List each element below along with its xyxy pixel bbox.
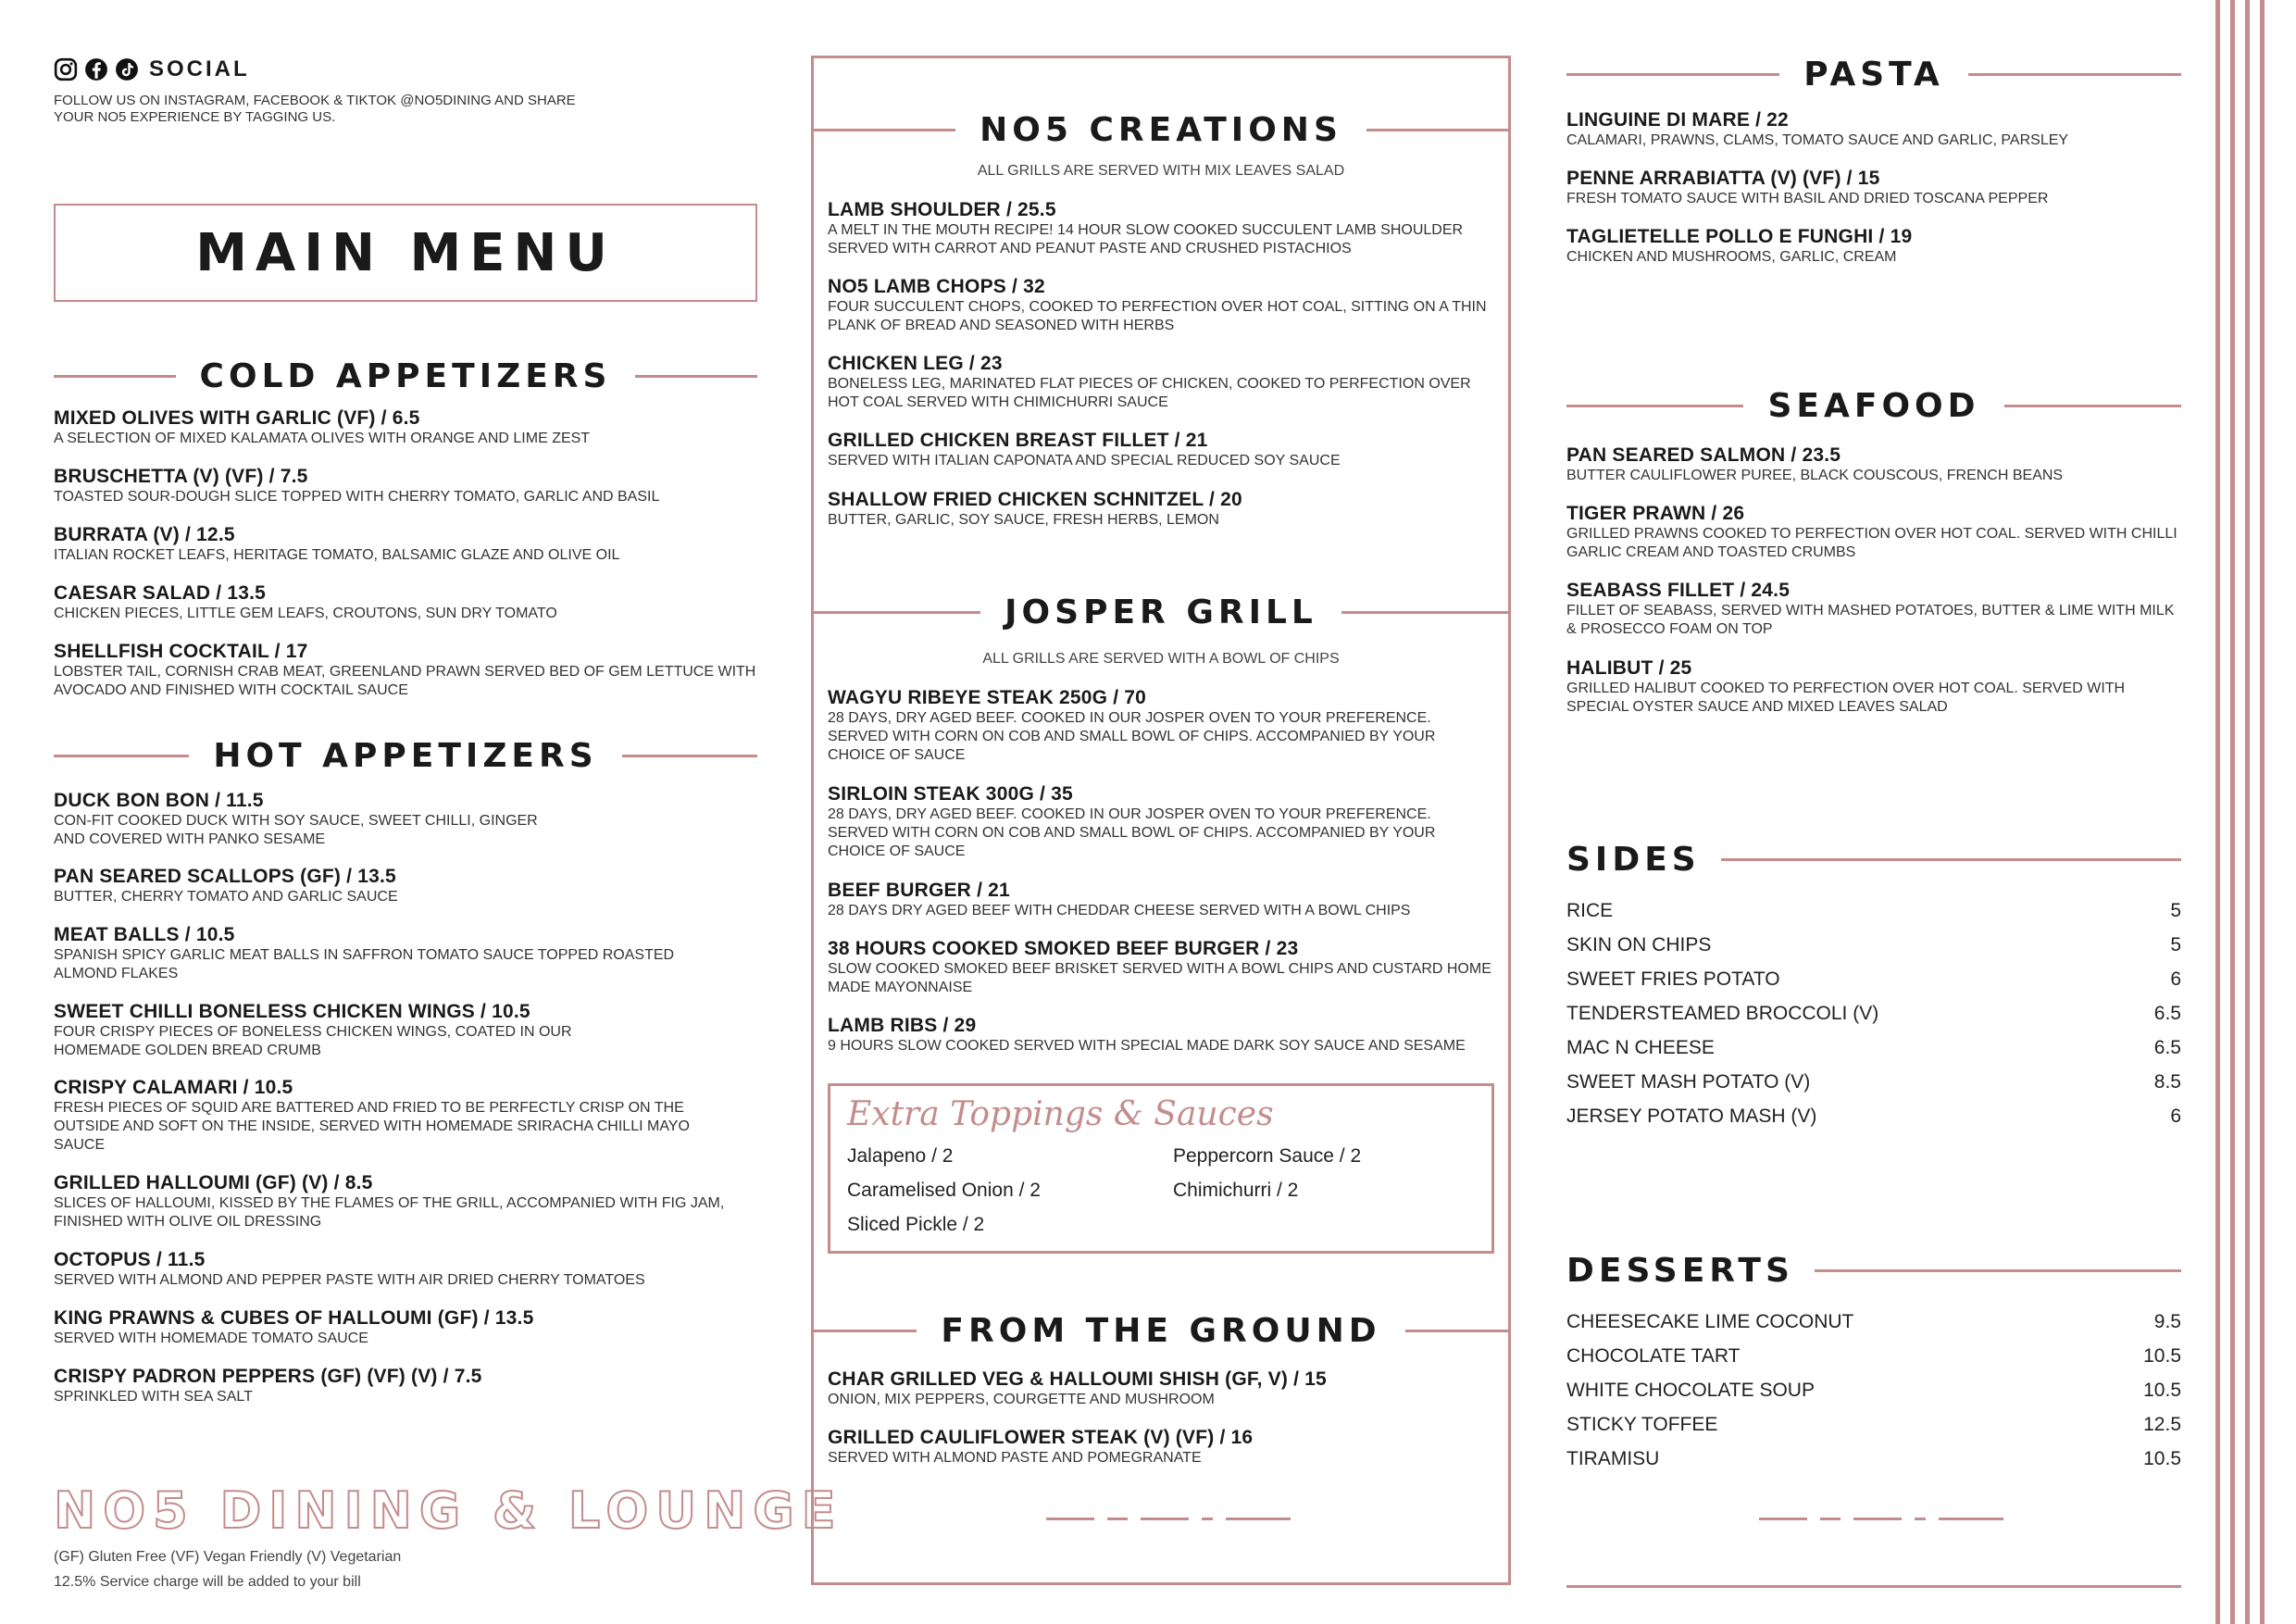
- section-title: DESSERTS: [1566, 1252, 1794, 1290]
- page-title: MAIN MENU: [195, 222, 616, 283]
- restaurant-logo: NO5 DINING & LOUNGE: [54, 1481, 843, 1540]
- desserts-header: [1566, 1252, 2181, 1290]
- menu-item: NO5 LAMB CHOPS / 32 FOUR SUCCULENT CHOPS, COOKED TO PERFECTION OVER HOT COAL, SITTING ON A THIN PLANK OF BREAD AND SEASONED WITH HERBS: [828, 276, 1487, 333]
- list-item: JERSEY POTATO MASH (V) 6: [1566, 1105, 2181, 1127]
- menu-item: PAN SEARED SCALLOPS (GF) / 13.5 BUTTER, CHERRY TOMATO AND GARLIC SAUCE: [54, 866, 398, 905]
- menu-item: CAESAR SALAD / 13.5 CHICKEN PIECES, LITTLE GEM LEAFS, CROUTONS, SUN DRY TOMATO: [54, 582, 557, 621]
- extra-toppings-title: Extra Toppings & Sauces: [847, 1095, 1274, 1133]
- menu-item: LINGUINE DI MARE / 22 CALAMARI, PRAWNS, CLAMS, TOMATO SAUCE AND GARLIC, PARSLEY: [1566, 109, 2069, 148]
- section-note: ALL GRILLS ARE SERVED WITH A BOWL OF CHIPS: [982, 651, 1340, 667]
- menu-item: BEEF BURGER / 21 28 DAYS DRY AGED BEEF WITH CHEDDAR CHEESE SERVED WITH A BOWL CHIPS: [828, 880, 1411, 918]
- decor-stripe: [2230, 0, 2235, 1624]
- extra-toppings-box: [828, 1083, 1494, 1254]
- menu-item: CHICKEN LEG / 23 BONELESS LEG, MARINATED FLAT PIECES OF CHICKEN, COOKED TO PERFECTION OVER HOT COAL SERVED WITH CHIMICHURRI SAUCE: [828, 353, 1471, 410]
- menu-item: SHALLOW FRIED CHICKEN SCHNITZEL / 20 BUTTER, GARLIC, SOY SAUCE, FRESH HERBS, LEMON: [828, 489, 1242, 528]
- menu-item: GRILLED CAULIFLOWER STEAK (V) (VF) / 16 SERVED WITH ALMOND PASTE AND POMEGRANATE: [828, 1427, 1254, 1466]
- menu-item: SEABASS FILLET / 24.5 FILLET OF SEABASS, SERVED WITH MASHED POTATOES, BUTTER & LIME WITH MILK & PROSECCO FOAM ON TOP: [1566, 580, 2175, 637]
- menu-item: HALIBUT / 25 GRILLED HALIBUT COOKED TO PERFECTION OVER HOT COAL. SERVED WITH SPECIAL OYSTER SAUCE AND MIXED LEAVES SALAD: [1566, 657, 2126, 715]
- menu-item: LAMB RIBS / 29 9 HOURS SLOW COOKED SERVED WITH SPECIAL MADE DARK SOY SAUCE AND SESAME: [828, 1015, 1466, 1054]
- menu-item: PAN SEARED SALMON / 23.5 BUTTER CAULIFLOWER PUREE, BLACK COUSCOUS, FRENCH BEANS: [1566, 444, 2064, 483]
- section-title: JOSPER GRILL: [1004, 593, 1317, 631]
- hot-appetizers-header: [54, 737, 757, 775]
- divider-dashes: [1759, 1518, 2016, 1520]
- menu-item: CRISPY CALAMARI / 10.5 FRESH PIECES OF SQUID ARE BATTERED AND FRIED TO BE PERFECTLY CRISP ON THE OUTSIDE AND SOFT ON THE INSIDE, SERVED WITH HOMEMADE SRIRACHA CHILLI MAYO SAUCE: [54, 1077, 690, 1153]
- list-item: TENDERSTEAMED BROCCOLI (V) 6.5: [1566, 1002, 2181, 1024]
- cold-appetizers-header: [54, 357, 757, 395]
- menu-item: DUCK BON BON / 11.5 CON-FIT COOKED DUCK WITH SOY SAUCE, SWEET CHILLI, GINGER AND COVERED WITH PANKO SESAME: [54, 790, 538, 847]
- list-item: STICKY TOFFEE 12.5: [1566, 1413, 2181, 1435]
- list-item: CHEESECAKE LIME COCONUT 9.5: [1566, 1310, 2181, 1332]
- section-title: HOT APPETIZERS: [213, 737, 598, 775]
- list-item: SKIN ON CHIPS 5: [1566, 933, 2181, 956]
- menu-item: KING PRAWNS & CUBES OF HALLOUMI (GF) / 13.5 SERVED WITH HOMEMADE TOMATO SAUCE: [54, 1307, 534, 1346]
- menu-item: CRISPY PADRON PEPPERS (GF) (VF) (V) / 7.5 SPRINKLED WITH SEA SALT: [54, 1366, 482, 1405]
- topping-option: Caramelised Onion / 2: [847, 1180, 1041, 1201]
- sides-list: [1566, 893, 2181, 1133]
- menu-item: MIXED OLIVES WITH GARLIC (VF) / 6.5 A SELECTION OF MIXED KALAMATA OLIVES WITH ORANGE AND LIME ZEST: [54, 407, 591, 446]
- main-menu-box: [54, 204, 757, 302]
- menu-item: TAGLIETELLE POLLO E FUNGHI / 19 CHICKEN AND MUSHROOMS, GARLIC, CREAM: [1566, 226, 1913, 265]
- topping-option: Chimichurri / 2: [1173, 1180, 1299, 1201]
- section-title: FROM THE GROUND: [941, 1312, 1381, 1350]
- divider-dashes: [1046, 1518, 1304, 1520]
- menu-item: GRILLED CHICKEN BREAST FILLET / 21 SERVED WITH ITALIAN CAPONATA AND SPECIAL REDUCED SOY SAUCE: [828, 430, 1341, 468]
- section-title: SEAFOOD: [1767, 387, 1980, 425]
- section-title: NO5 CREATIONS: [980, 111, 1342, 149]
- ground-header: [811, 1312, 1511, 1350]
- decor-stripe: [2215, 0, 2220, 1624]
- menu-item: CHAR GRILLED VEG & HALLOUMI SHISH (GF, V) / 15 ONION, MIX PEPPERS, COURGETTE AND MUSHROOM: [828, 1368, 1327, 1407]
- tiktok-icon[interactable]: [115, 57, 139, 81]
- list-item: TIRAMISU 10.5: [1566, 1447, 2181, 1469]
- desserts-list: [1566, 1305, 2181, 1476]
- menu-item: 38 HOURS COOKED SMOKED BEEF BURGER / 23 SLOW COOKED SMOKED BEEF BRISKET SERVED WITH A BOWL CHIPS AND CUSTARD HOME MADE MAYONNAISE: [828, 938, 1491, 995]
- menu-item: BRUSCHETTA (V) (VF) / 7.5 TOASTED SOUR-DOUGH SLICE TOPPED WITH CHERRY TOMATO, GARLIC AND BASIL: [54, 466, 660, 505]
- menu-item: LAMB SHOULDER / 25.5 A MELT IN THE MOUTH RECIPE! 14 HOUR SLOW COOKED SUCCULENT LAMB SHOULDER SERVED WITH CARROT AND PEANUT PASTE AND CRUSHED PISTACHIOS: [828, 199, 1464, 256]
- menu-item: TIGER PRAWN / 26 GRILLED PRAWNS COOKED TO PERFECTION OVER HOT COAL. SERVED WITH CHILLI GARLIC CREAM AND TOASTED CRUMBS: [1566, 503, 2177, 560]
- legend-service: 12.5% Service charge will be added to your bill: [54, 1574, 361, 1590]
- section-note: ALL GRILLS ARE SERVED WITH MIX LEAVES SALAD: [977, 163, 1345, 179]
- decor-stripe: [2260, 0, 2265, 1624]
- list-item: WHITE CHOCOLATE SOUP 10.5: [1566, 1379, 2181, 1401]
- menu-item: MEAT BALLS / 10.5 SPANISH SPICY GARLIC MEAT BALLS IN SAFFRON TOMATO SAUCE TOPPED ROASTED ALMOND FLAKES: [54, 924, 675, 981]
- social-text: FOLLOW US ON INSTAGRAM, FACEBOOK & TIKTOK @NO5DINING AND SHARE YOUR NO5 EXPERIENCE BY TAGGING US.: [54, 93, 576, 125]
- menu-item: SWEET CHILLI BONELESS CHICKEN WINGS / 10.5 FOUR CRISPY PIECES OF BONELESS CHICKEN WINGS, COATED IN OUR HOMEMADE GOLDEN BREAD CRUMB: [54, 1001, 572, 1058]
- legend-diet: (GF) Gluten Free (VF) Vegan Friendly (V) Vegetarian: [54, 1549, 402, 1565]
- list-item: CHOCOLATE TART 10.5: [1566, 1344, 2181, 1367]
- menu-item: OCTOPUS / 11.5 SERVED WITH ALMOND AND PEPPER PASTE WITH AIR DRIED CHERRY TOMATOES: [54, 1249, 645, 1288]
- social-block: [54, 54, 702, 126]
- list-item: SWEET MASH POTATO (V) 8.5: [1566, 1070, 2181, 1093]
- list-item: RICE 5: [1566, 899, 2181, 921]
- menu-item: GRILLED HALLOUMI (GF) (V) / 8.5 SLICES OF HALLOUMI, KISSED BY THE FLAMES OF THE GRILL, ACCOMPANIED WITH FIG JAM, FINISHED WITH OLIVE OIL DRESSING: [54, 1172, 725, 1230]
- divider-line: [1566, 1585, 2181, 1588]
- menu-item: BURRATA (V) / 12.5 ITALIAN ROCKET LEAFS, HERITAGE TOMATO, BALSAMIC GLAZE AND OLIVE OIL: [54, 524, 620, 563]
- list-item: SWEET FRIES POTATO 6: [1566, 968, 2181, 990]
- menu-item: SHELLFISH COCKTAIL / 17 LOBSTER TAIL, CORNISH CRAB MEAT, GREENLAND PRAWN SERVED BED OF GEM LETTUCE WITH AVOCADO AND FINISHED WITH COCKTAIL SAUCE: [54, 641, 756, 698]
- topping-option: Sliced Pickle / 2: [847, 1214, 985, 1235]
- sides-header: [1566, 841, 2181, 879]
- menu-item: SIRLOIN STEAK 300G / 35 28 DAYS, DRY AGED BEEF. COOKED IN OUR JOSPER OVEN TO YOUR PREFERENCE. SERVED WITH CORN ON COB AND SMALL BOWL OF CHIPS. ACCOMPANIED BY YOUR CHOICE OF SAUCE: [828, 783, 1436, 859]
- section-title: PASTA: [1803, 56, 1944, 94]
- section-title: COLD APPETIZERS: [199, 357, 612, 395]
- josper-header: [811, 593, 1511, 631]
- social-title: SOCIAL: [149, 56, 250, 81]
- section-title: SIDES: [1566, 841, 1701, 879]
- pasta-header: [1566, 56, 2181, 94]
- decor-stripe: [2245, 0, 2250, 1624]
- instagram-icon[interactable]: [54, 57, 78, 81]
- menu-item: WAGYU RIBEYE STEAK 250G / 70 28 DAYS, DRY AGED BEEF. COOKED IN OUR JOSPER OVEN TO YOUR PREFERENCE. SERVED WITH CORN ON COB AND SMALL BOWL OF CHIPS. ACCOMPANIED BY YOUR CHOICE OF SAUCE: [828, 687, 1436, 763]
- creations-header: [811, 111, 1511, 149]
- menu-item: PENNE ARRABIATTA (V) (VF) / 15 FRESH TOMATO SAUCE WITH BASIL AND DRIED TOSCANA PEPPER: [1566, 168, 2049, 206]
- seafood-header: [1566, 387, 2181, 425]
- topping-option: Jalapeno / 2: [847, 1145, 954, 1167]
- facebook-icon[interactable]: [84, 57, 108, 81]
- topping-option: Peppercorn Sauce / 2: [1173, 1145, 1362, 1167]
- list-item: MAC N CHEESE 6.5: [1566, 1036, 2181, 1058]
